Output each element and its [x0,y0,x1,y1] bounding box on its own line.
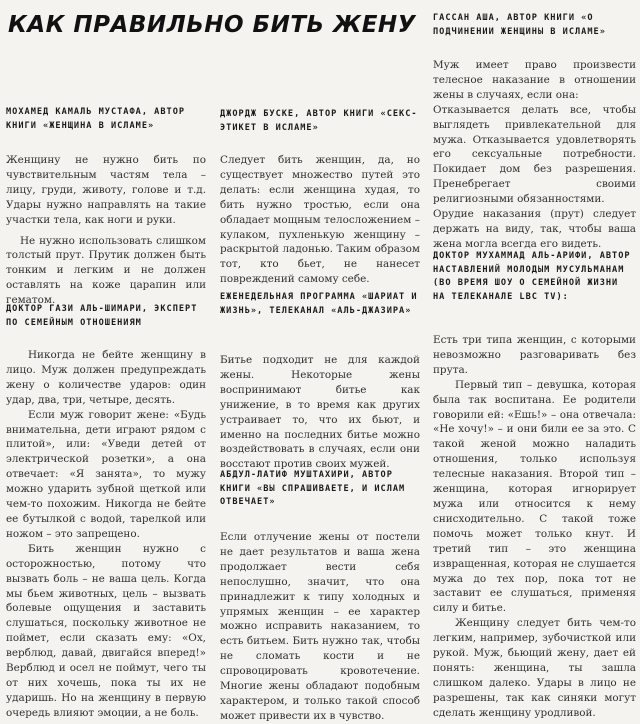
quote-block-aljazeera [220,291,420,318]
paragraph: Отказывается делать все, чтобы выглядеть привлекательной для мужа. Отказывается удовлетворять его сексуальные потребности. Покидает дом без разрешения. Пренебрегает своими религиозными обязанностями. [433,103,636,206]
page-title: КАК ПРАВИЛЬНО БИТЬ ЖЕНУ [8,12,416,38]
author-heading: ГАССАН АША, АВТОР КНИГИ «О ПОДЧИНЕНИИ ЖЕНЩИНЫ В ИСЛАМЕ» [433,13,606,37]
quote-text-mustafa [6,153,206,308]
column-1 [6,0,206,719]
quote-block-alshimari [6,303,206,330]
quote-text-aljazeera [220,353,420,472]
quote-text-alshimari [6,348,206,721]
paragraph: Женщину следует бить чем-то легким, например, зубочисткой или рукой. Муж, бьющий жену, дает ей понять: женщина, ты зашла слишком далеко. Удары в лицо не разрешены, так как синяки могут сделать женщину уродливой. [433,617,636,719]
author-heading: ЕЖЕНЕДЕЛЬНАЯ ПРОГРАММА «ШАРИАТ И ЖИЗНЬ», ТЕЛЕКАНАЛ «АЛЬ-ДЖАЗИРА» [220,292,418,316]
paragraph: Женщину не нужно бить по чувствительным частям тела – лицу, груди, животу, голове и т.д. Удары нужно направлять на такие участки тела, как ноги и руки. [6,154,206,226]
quote-text-bouquet [220,153,420,287]
paragraph: Не нужно использовать слишком толстый прут. Прутик должен быть тонким и легким и не должен оставлять на коже царапин или гематом. [6,234,206,307]
paragraph: Орудие наказания (прут) следует держать на виду, так, чтобы ваша жена могла всегда его видеть. [433,208,636,250]
paragraph: Есть три типа женщин, с которыми невозможно разговаривать без прута. [433,334,636,376]
author-heading: АБДУЛ-ЛАТИФ МУШТАХИРИ, АВТОР КНИГИ «ВЫ СПРАШИВАЕТЕ, И ИСЛАМ ОТВЕЧАЕТ» [220,470,406,507]
paragraph: Следует бить женщин, да, но существует множество путей это делать: если женщина худая, то бить нужно тростью, если она обладает мощным телосложением – кулаком, пухленькую женщину – раскрытой ладонью. Таким образом тот, кто бьет, не нанесет повреждений самому себе. [220,154,420,286]
author-heading: ДОКТОР ГАЗИ АЛЬ-ШИМАРИ, ЭКСПЕРТ ПО СЕМЕЙНЫМ ОТНОШЕНИЯМ [6,304,198,328]
column-2 [220,0,420,722]
paragraph: Муж имеет право произвести телесное наказание в отношении жены в случаях, если она: [433,59,636,101]
paragraph: Если муж говорит жене: «Будь внимательна, дети играют рядом с плитой», или: «Уведи детей от электрической розетки», а она отвечает: «Я занята», то мужу можно ударить зубной щеткой или чем-то похожим. Никогда не бейте ее бутылкой с водой, тарелкой или ножом – это запрещено. [6,408,206,540]
author-heading: ДОКТОР МУХАММАД АЛЬ-АРИФИ, АВТОР НАСТАВЛЕНИЙ МОЛОДЫМ МУСУЛЬМАНАМ (ВО ВРЕМЯ ШОУ О СЕМЕЙНОЙ ЖИЗНИ НА ТЕЛЕКАНАЛЕ LBC TV): [433,251,631,302]
quote-block-asha [433,12,636,39]
quote-block-bouquet [220,108,420,135]
paragraph: Никогда не бейте женщину в лицо. Муж должен предупреждать жену о количестве ударов: один удар, два, три, четыре, десять. [6,349,206,406]
column-3 [433,0,636,719]
quote-block-mustafa [6,106,206,133]
quote-block-alarifi [433,250,636,304]
quote-block-mushtahiri [220,469,420,510]
author-heading: МОХАМЕД КАМАЛЬ МУСТАФА, АВТОР КНИГИ «ЖЕНЩИНА В ИСЛАМЕ» [6,107,186,131]
quote-text-mushtahiri [220,530,420,724]
paragraph: Первый тип – девушка, которая была так воспитана. Ее родители говорили ей: «Ешь!» – она отвечала: «Не хочу!» – и они били ее за это. С такой женой можно наладить отношения, только используя телесные наказания. Второй тип – женщина, которая игнорирует мужа или относится к нему снисходительно. С такой тоже помочь может только кнут. И третий тип – это женщина извращенная, которая не слушается мужа до тех пор, пока тот не заставит ее слушаться, применяя силу и битье. [433,378,636,615]
author-heading: ДЖОРДЖ БУСКЕ, АВТОР КНИГИ «СЕКС-ЭТИКЕТ В ИСЛАМЕ» [220,109,418,133]
paragraph: Бить женщин нужно с осторожностью, потому что вызвать боль – не ваша цель. Когда мы бьем животных, цель – вызвать болевые ощущения и заставить слушаться, поскольку животное не поймет, если сказать ему: «Ох, верблюд, давай, двигайся вперед!» Верблюд и осел не поймут, чего ты от них хочешь, пока ты их не ударишь. Но на женщину в первую очередь влияют эмоции, а не боль. [6,542,206,719]
paragraph: Если отлучение жены от постели не дает результатов и ваша жена продолжает вести себя непослушно, значит, что она принадлежит к типу холодных и упрямых женщин – ее характер можно исправить наказанием, то есть битьем. Бить нужно так, чтобы не сломать кости и не спровоцировать кровотечение. Многие жены обладают подобным характером, и только такой способ может привести их в чувство. [220,531,420,722]
quote-text-asha [433,58,636,252]
quote-text-alarifi [433,333,636,721]
paragraph: Битье подходит не для каждой жены. Некоторые жены воспринимают битье как унижение, в то время как других устраивает то, что их бьют, и именно на последних битье можно воздействовать в случаях, если они восстают против своих мужей. [220,354,420,471]
